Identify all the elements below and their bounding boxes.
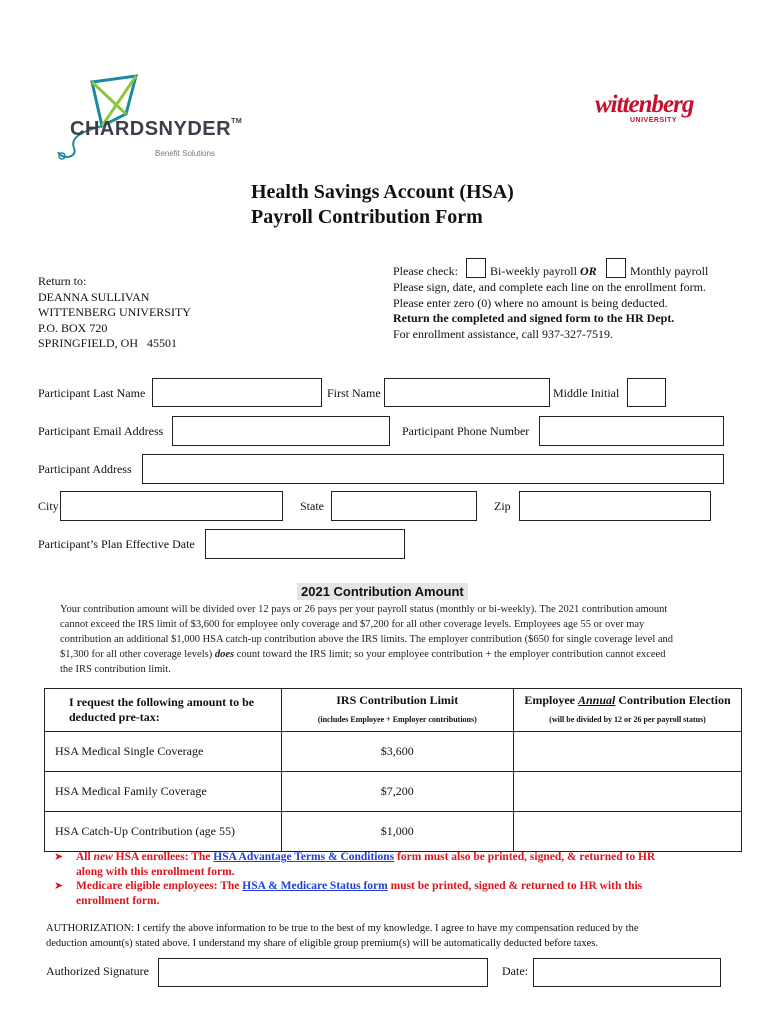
contribution-text-b: count toward the IRS limit; so your employee contribution + the employer contribution cannot exceed the IRS contribution limit. — [60, 649, 666, 675]
instruction-assist: For enrollment assistance, call 937-327-7519. — [393, 326, 613, 341]
chardsnyder-wordmark: CHARDSNYDER — [70, 118, 232, 140]
wittenberg-university: UNIVERSITY — [630, 117, 678, 124]
table-row — [45, 772, 742, 812]
instruction-zero: Please enter zero (0) where no amount is being deducted. — [393, 295, 668, 310]
city-input[interactable] — [60, 491, 283, 521]
contribution-paragraph — [60, 602, 680, 677]
hsa-medicare-link[interactable]: HSA & Medicare Status form — [242, 880, 388, 892]
biweekly-label: Bi-weekly payroll — [490, 264, 577, 278]
kite-icon — [40, 56, 150, 166]
address-input[interactable] — [142, 454, 724, 484]
hsa-terms-link[interactable]: HSA Advantage Terms & Conditions — [213, 851, 395, 863]
middle-initial-label: Middle Initial — [553, 386, 620, 400]
effective-date-label: Participant’s Plan Effective Date — [38, 537, 195, 551]
wittenberg-wordmark: wittenberg — [595, 91, 694, 118]
return-city: SPRINGFIELD, OH 45501 — [38, 336, 178, 350]
effective-date-input[interactable] — [205, 529, 405, 559]
zip-label: Zip — [494, 499, 511, 513]
return-org: WITTENBERG UNIVERSITY — [38, 305, 191, 319]
authorization-line-2: deduction amount(s) stated above. I understand my share of eligible group premium(s) will be automatically deducted before taxes. — [46, 938, 598, 949]
authorization-line-1: AUTHORIZATION: I certify the above information to be true to the best of my knowledge. I agree to have my compensation reduced by the — [46, 923, 639, 934]
please-check-label: Please check: — [393, 264, 458, 278]
contribution-heading: 2021 Contribution Amount — [297, 583, 468, 600]
return-address — [38, 274, 191, 352]
election-input-catchup[interactable] — [514, 812, 742, 852]
return-heading: Return to: — [38, 274, 87, 288]
trademark: TM — [231, 118, 243, 125]
last-name-input[interactable] — [152, 378, 322, 407]
city-label: City — [38, 499, 59, 513]
or-label: OR — [579, 264, 597, 278]
first-name-label: First Name — [327, 386, 381, 400]
last-name-label: Participant Last Name — [38, 386, 146, 400]
chardsnyder-logo — [40, 56, 250, 166]
header-request: I request the following amount to be deducted pre-tax: — [45, 689, 282, 732]
monthly-label: Monthly payroll — [630, 264, 709, 278]
row-label: HSA Medical Family Coverage — [45, 772, 282, 812]
phone-label: Participant Phone Number — [402, 424, 530, 438]
biweekly-checkbox[interactable] — [466, 258, 486, 278]
date-input[interactable] — [533, 958, 721, 987]
row-label: HSA Medical Single Coverage — [45, 732, 282, 772]
row-limit: $3,600 — [281, 732, 514, 772]
table-header-row — [45, 689, 742, 732]
instruction-return: Return the completed and signed form to the HR Dept. — [393, 311, 675, 325]
title-line-1: Health Savings Account (HSA) — [251, 181, 514, 203]
notes — [52, 850, 752, 908]
row-limit: $1,000 — [281, 812, 514, 852]
email-input[interactable] — [172, 416, 390, 446]
first-name-input[interactable] — [384, 378, 550, 407]
instruction-sign: Please sign, date, and complete each line on the enrollment form. — [393, 280, 706, 294]
middle-initial-input[interactable] — [627, 378, 666, 407]
signature-input[interactable] — [158, 958, 488, 987]
table-row — [45, 812, 742, 852]
address-label: Participant Address — [38, 462, 132, 476]
row-limit: $7,200 — [281, 772, 514, 812]
authorization — [46, 921, 639, 951]
contribution-table — [44, 688, 742, 852]
note-new-enrollees: ➤ All new HSA enrollees: The HSA Advantage Terms & Conditions form must also be printed, signed, & returned to HR along with this enrollment form. — [54, 851, 656, 878]
table-row — [45, 732, 742, 772]
header-annual-election: Employee Annual Contribution Election (will be divided by 12 or 26 per payroll status) — [514, 689, 742, 732]
chardsnyder-tagline: Benefit Solutions — [155, 149, 216, 158]
wittenberg-logo — [590, 92, 720, 132]
zip-input[interactable] — [519, 491, 711, 521]
email-label: Participant Email Address — [38, 424, 164, 438]
arrow-bullet-icon: ➤ — [54, 880, 64, 892]
phone-input[interactable] — [539, 416, 724, 446]
contribution-does: does — [214, 649, 235, 660]
form-title — [251, 180, 514, 230]
return-box: P.O. BOX 720 — [38, 320, 108, 335]
row-label: HSA Catch-Up Contribution (age 55) — [45, 812, 282, 852]
monthly-checkbox[interactable] — [606, 258, 626, 278]
title-line-2: Payroll Contribution Form — [251, 206, 483, 228]
date-label: Date: — [502, 964, 528, 978]
contribution-text-a: Your contribution amount will be divided over 12 pays or 26 pays per your payroll status (monthly or bi-weekly). The 2021 contribution amount cannot exceed the IRS limit of $3,600 for employee only coverage and $7,200 for all other coverage levels. Employees age 55 or over may contribution an additional $1,000 HSA catch-up contribution above the IRS limits. The employer contribution ($650 for single coverage level and $1,300 for all other coverage levels) — [60, 604, 674, 660]
signature-label: Authorized Signature — [46, 964, 149, 978]
election-input-single[interactable] — [514, 732, 742, 772]
header-irs-limit: IRS Contribution Limit (includes Employee + Employer contributions) — [281, 689, 514, 732]
state-input[interactable] — [331, 491, 477, 521]
arrow-bullet-icon: ➤ — [54, 851, 64, 863]
return-name: DEANNA SULLIVAN — [38, 289, 150, 304]
election-input-family[interactable] — [514, 772, 742, 812]
note-medicare: ➤ Medicare eligible employees: The HSA & Medicare Status form must be printed, signed & returned to HR with this enrollment form. — [54, 880, 643, 907]
state-label: State — [300, 499, 324, 513]
